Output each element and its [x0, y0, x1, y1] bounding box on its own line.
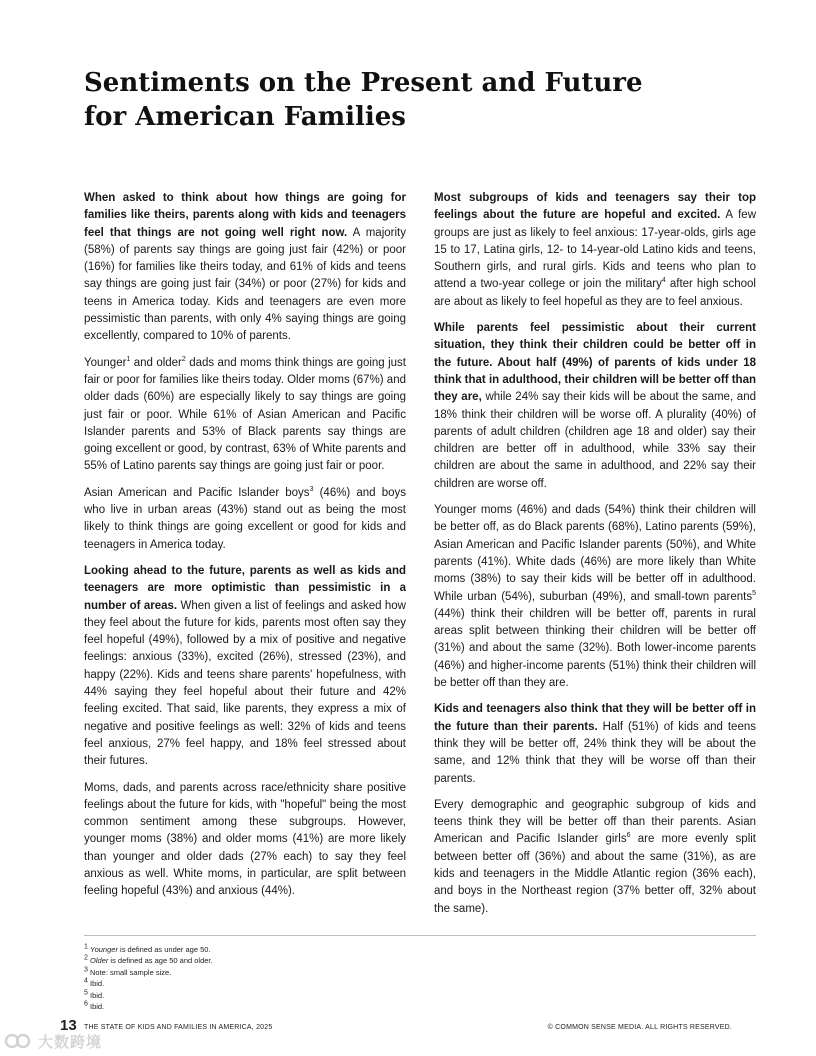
paragraph-text: dads and moms think things are going just fair or poor for families like theirs today. Older moms (67%) and older dads (60%) are especially likely to say things are going just fair or poor. While 61% of Asian American and Pacific Islander parents and 53% of Black parents say things are going excellent or good, by contrast, 63% of White parents and 55% of Latino parents say things are going just fair or poor.	[84, 356, 406, 473]
footnote-text: Note: small sample size.	[90, 967, 172, 977]
footnote-number: 2	[84, 954, 88, 962]
footnote-number: 1	[84, 943, 88, 951]
footnote	[84, 955, 484, 966]
footnote-ref: 6	[626, 832, 631, 840]
footnote-ref: 3	[309, 485, 314, 493]
paragraph-lead: Kids and teenagers also think that they will be better off in the future than their parents.	[434, 703, 756, 733]
footnote	[84, 978, 484, 989]
paragraph	[434, 502, 756, 692]
footnote-number: 6	[84, 1000, 88, 1008]
footnote-divider	[84, 935, 756, 936]
copyright: © COMMON SENSE MEDIA. ALL RIGHTS RESERVED.	[547, 1024, 732, 1031]
paragraph-text: Younger moms (46%) and dads (54%) think their children will be better off, as do Black parents (68%), Latino parents (59%), Asian American and Pacific Islander parents (50%), and White parents (41%). White dads (46%) are more likely than White moms (38%) to say their kids will be better off in adulthood. While urban (54%), suburban (49%), and small-town parents	[434, 504, 756, 603]
paragraph-body: Moms, dads, and parents across race/ethnicity share positive feelings about the future for kids, with "hopeful" being the most common sentiment among these subgroups. However, younger moms (38%) and older moms (41%) are more likely than younger and older dads (27% each) to say they feel anxious as well. White moms, in particular, are split between feeling hopeful (43%) and anxious (44%).	[84, 781, 406, 898]
footnote-text: is defined as under age 50.	[117, 945, 211, 954]
footnote-text: Ibid.	[90, 1002, 105, 1012]
paragraph	[434, 190, 756, 311]
paragraph	[434, 320, 756, 493]
paragraph-lead: Most subgroups of kids and teenagers say their top feelings about the future are hopeful and excited.	[434, 192, 756, 222]
paragraph	[84, 355, 406, 476]
paragraph-text: are more evenly split between better off (36%) and about the same (31%), as are kids and teenagers in the Middle Atlantic region (36% each), and boys in the Northeast region (37% better off, 32% about the same).	[434, 833, 756, 915]
paragraph-text: (44%) think their children will be better off, parents in rural areas split between thinking their children will be better off (31%) and about the same (32%). Both lower-income parents (46%) and higher-income parents (51%) think their children will be better off than they are.	[434, 607, 756, 690]
paragraph-text: Younger	[84, 356, 127, 369]
paragraph	[84, 563, 406, 771]
footnote-text: is defined as age 50 and older.	[108, 956, 213, 966]
paragraph-lead: When asked to think about how things are going for families like theirs, parents along with kids and teenagers feel that things are not going well right now.	[84, 192, 406, 239]
paragraph-body: When given a list of feelings and asked how they feel about the future for kids, parents most often say they feel hopeful (49%), followed by a mix of positive and negative feelings: anxious (33%), excited (26%), stressed (23%), and happy (22%). Kids and teens share parents' hopefulness, with 44% saying they feel hopeful about their future and 42% feeling excited. That said, like parents, they express a mix of negative and positive feelings as well: 32% of kids and teens feel anxious, 27% feel happy, and 18% feel stressed about their futures.	[84, 599, 406, 768]
footnote-text: Ibid.	[90, 979, 105, 989]
page-title: Sentiments on the Present and Future for American Families	[84, 68, 643, 132]
left-column	[84, 190, 406, 910]
paragraph-body: Half (51%) of kids and teens think they will be better off, 24% think they will be about the same, and 12% think that they will be worse off than their parents.	[434, 720, 756, 785]
footnote-ref: 2	[181, 355, 186, 363]
paragraph-text: (46%) and boys who live in urban areas (43%) stand out as being the most likely to think things are going excellent or good for kids and teenagers in America today.	[84, 486, 406, 551]
watermark-text: 大数跨境	[38, 1034, 103, 1051]
footnote-number: 3	[84, 966, 88, 974]
paragraph-text: A few groups are just as likely to feel anxious: 17-year-olds, girls age 15 to 17, Latina girls, 12- to 14-year-old Latino kids and teens, Southern girls, and rural girls. Kids and teens who plan to attend a two-year college or join the military	[434, 209, 757, 291]
right-column	[434, 190, 756, 927]
paragraph	[84, 780, 406, 901]
paragraph-lead: While parents feel pessimistic about their current situation, they think their children could be better off in the future. About half (49%) of parents of kids under 18 think that in adulthood, their children will be better off than they are,	[434, 322, 756, 404]
footnote	[84, 990, 484, 1001]
paragraph-body: A majority (58%) of parents say things are going just fair (42%) or poor (16%) for families like theirs today, and 61% of kids and teens say things are going just fair (34%) or poor (27%) for kids and teens in America today. Kids and teenagers are even more pessimistic than parents, with only 4% saying things are going excellently, compared to 10% of parents.	[84, 226, 406, 343]
paragraph-text: Asian American and Pacific Islander boys	[84, 486, 310, 499]
footnote-term: Older	[90, 956, 109, 966]
footnote	[84, 967, 484, 978]
footnote-text: Ibid.	[90, 990, 105, 1000]
footnote-ref: 5	[752, 589, 756, 597]
paragraph-text: Every demographic and geographic subgroup of kids and teens think they will be better off than their parents. Asian American and Pacific Islander girls	[434, 798, 756, 846]
paragraph-text: after high school are about as likely to feel hopeful as they are to feel anxious.	[434, 278, 756, 308]
page-number: 13	[60, 1017, 77, 1034]
paragraph-body: while 24% say their kids will be about the same, and 18% think their children will be worse off. A plurality (40%) of parents of adult children (children age 18 and older) say their children are better off in adulthood, while 33% say their children are about the same in adulthood, and 22% say their children are worse off.	[434, 391, 756, 490]
report-name: THE STATE OF KIDS AND FAMILIES IN AMERICA, 2025	[84, 1024, 273, 1031]
paragraph-lead: Looking ahead to the future, parents as well as kids and teenagers are more optimistic than pessimistic in a number of areas.	[84, 564, 406, 612]
footnote	[84, 1001, 484, 1012]
watermark	[4, 1030, 114, 1052]
paragraph-text: and older	[130, 356, 182, 369]
page-footer	[60, 1017, 750, 1037]
footnote-ref: 4	[661, 277, 666, 285]
footnotes	[84, 944, 484, 1012]
paragraph	[84, 190, 406, 346]
watermark-logo-icon	[4, 1032, 34, 1050]
footnote-ref: 1	[126, 355, 131, 363]
paragraph	[434, 701, 756, 787]
footnote-term: Younger	[90, 945, 118, 954]
paragraph	[84, 485, 406, 554]
footnote-number: 4	[84, 977, 88, 985]
footnote	[84, 944, 484, 955]
footnote-number: 5	[84, 989, 88, 997]
paragraph	[434, 797, 756, 918]
